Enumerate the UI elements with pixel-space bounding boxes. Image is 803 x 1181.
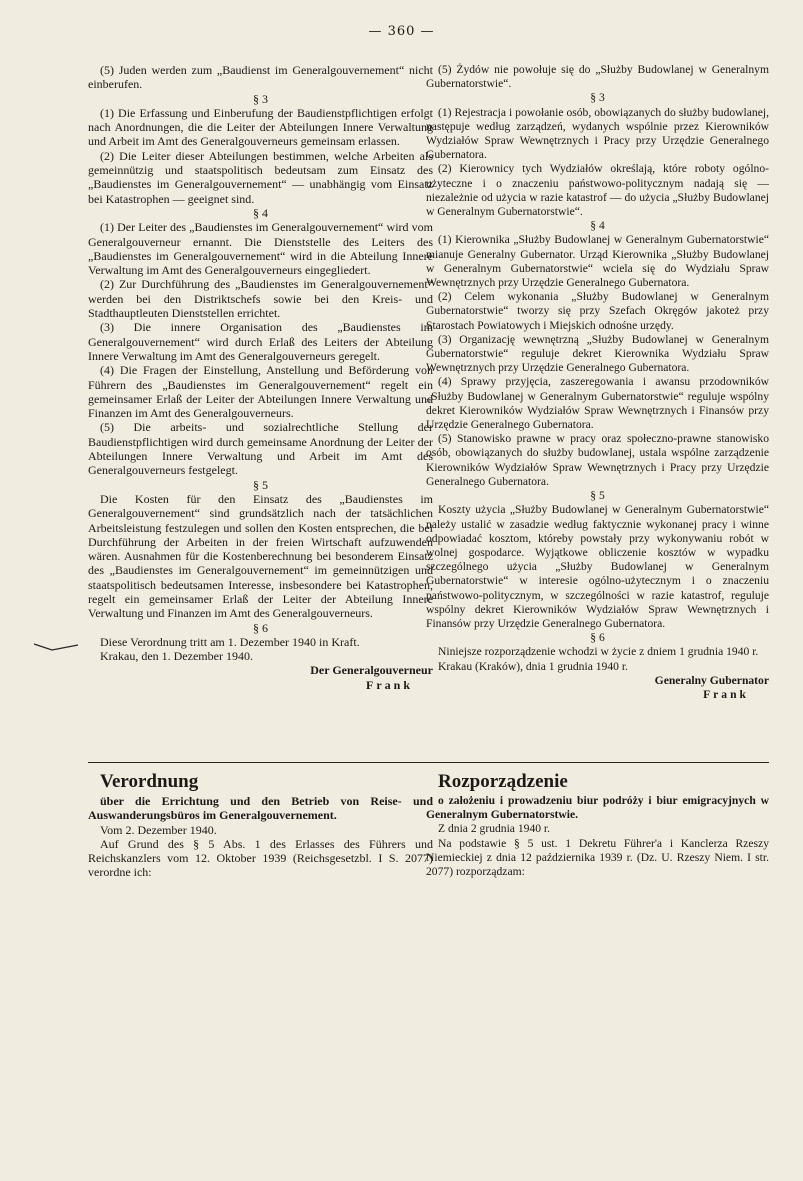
de-section-3-para-1: (1) Die Erfassung und Einberufung der Baudienstpflichtigen erfolgt nach Anordnungen, die die Leiter der Abteilungen Innere Verwaltung und Arbeit im Amt des Generalgouverneurs gemeinsam erlassen. — [88, 105, 433, 149]
polish-column — [426, 63, 769, 702]
pl-ordinance-subtitle: o założeniu i prowadzeniu biur podróży i biur emigracyjnych w Generalnym Gubernatorstwie. — [426, 794, 769, 822]
de-section-4-para-4: (4) Die Fragen der Einstellung, Anstellung und Beförderung von Führern des „Baudienstes im Generalgouvernement“ regelt ein gemeinsamer Erlaß der Leiter der Abteilungen Innere Verwaltung und Finanzen im Amt des Generalgouverneurs. — [88, 363, 433, 421]
section-divider-de — [88, 762, 433, 763]
de-section-6-title: § 6 — [253, 620, 268, 635]
pl-signer-title: Generalny Gubernator — [654, 673, 769, 687]
pl-section-4-para-4: (4) Sprawy przyjęcia, zaszeregowania i awansu przodowników „Służby Budowlanej w Generalnym Gubernatorstwie“ reguluje wspólny dekret Kierowników Wydziałów Spraw Wewnętrznych i Finansów przy Urzędzie Generalnego Gubernatora. — [426, 375, 769, 432]
de-ordinance-text: Auf Grund des § 5 Abs. 1 des Erlasses des Führers und Reichskanzlers vom 12. Oktober 1939 (Reichsgesetzbl. I S. 2077) verordne ich: — [88, 836, 433, 880]
de-section-3-para-2: (2) Die Leiter dieser Abteilungen bestimmen, welche Arbeiten als gemeinnützig und staatspolitisch bedeutsam zum Einsatz des „Baudienstes im Generalgouvernement“ — unabhängig vom Einsatz bei Katastrophen — geeignet sind. — [88, 148, 433, 206]
pl-section-4-para-1: (1) Kierownika „Służby Budowlanej w Generalnym Gubernatorstwie“ mianuje Generalny Gubernator. Urząd Kierownika „Służby Budowlanej w Generalnym Gubernatorstwie“ wciela się do Wydziału Spraw Wewnętrznych przy Urzędzie Generalnego Gubernatora. — [426, 233, 769, 290]
pl-section-4-para-2: (2) Celem wykonania „Służby Budowlanej w Generalnym Gubernatorstwie“ tworzy się przy Szefach Okręgów jakoteż przy Starostach Powiatowych i Miejskich odnośne urzędy. — [426, 290, 769, 332]
section-divider-pl — [426, 762, 769, 763]
pl-signer-name: Frank — [703, 687, 749, 701]
german-column — [88, 63, 433, 692]
de-section-4-para-5: (5) Die arbeits- und sozialrechtliche Stellung der Baudienstpflichtigen wird durch gemeinsame Anordnung der Leiter der Abteilungen Innere Verwaltung und Arbeit im Amt des Generalgouverneurs festgelegt. — [88, 420, 433, 478]
de-section-4-para-2: (2) Zur Durchführung des „Baudienstes im Generalgouvernement“ werden bei den Distriktschefs sowie bei den Kreis- und Stadthauptleuten Dienststellen errichtet. — [88, 277, 433, 321]
de-section-6-para-1: Diese Verordnung tritt am 1. Dezember 1940 in Kraft. — [100, 634, 360, 649]
pl-section-3-para-1: (1) Rejestracja i powołanie osób, obowiązanych do służby budowlanej, następuje według zarządzeń, wydanych wspólnie przez Kierowników Wydziałów Spraw Wewnętrznych i Pracy przy Urzędzie Generalnego Gubernatora. — [426, 105, 769, 162]
pl-intro: (5) Żydów nie powołuje się do „Służby Budowlanej w Generalnym Gubernatorstwie“. — [426, 63, 769, 91]
pl-section-6-para-1: Niniejsze rozporządzenie wchodzi w życie z dniem 1 grudnia 1940 r. — [438, 645, 759, 659]
de-section-5-title: § 5 — [253, 477, 268, 492]
de-signer-title: Der Generalgouverneur — [310, 663, 433, 678]
de-date-line: Krakau, den 1. Dezember 1940. — [100, 649, 253, 664]
de-new-ordinance — [88, 770, 433, 880]
de-intro: (5) Juden werden zum „Baudienst im Generalgouvernement“ nicht einberufen. — [88, 63, 433, 92]
pl-section-4-title: § 4 — [590, 219, 605, 233]
pl-section-3-para-2: (2) Kierownicy tych Wydziałów określają, które roboty ogólno-użyteczne i o znaczeniu państwowo-politycznym nadają się — niezależnie od użycia w razie katastrof — do użycia „Służby Budowlanej w Generalnym Gubernatorstwie“. — [426, 162, 769, 219]
margin-pen-mark — [32, 642, 80, 652]
pl-section-4-para-5: (5) Stanowisko prawne w pracy oraz społeczno-prawne stanowisko osób, obowiązanych do służby budowlanej, ustala wspólne zarządzenie Kierowników Wydziałów Spraw Wewnętrznych i Pracy przy Urzędzie Generalnego Gubernatora. — [426, 432, 769, 488]
pl-ordinance-title: Rozporządzenie — [438, 771, 568, 792]
pl-date-line: Krakau (Kraków), dnia 1 grudnia 1940 r. — [438, 659, 628, 673]
de-ordinance-subtitle: über die Errichtung und den Betrieb von Reise- und Auswanderungsbüros im Generalgouvernement. — [88, 794, 433, 823]
de-signer-name: Frank — [365, 677, 413, 692]
de-section-4-para-3: (3) Die innere Organisation des „Baudienstes im Generalgouvernement“ wird durch Erlaß des Leiters der Abteilung Innere Verwaltung im Amt des Generalgouverneurs geregelt. — [88, 320, 433, 363]
de-section-5-para-1: Die Kosten für den Einsatz des „Baudienstes im Generalgouvernement“ sind grundsätzlich nach der tatsächlichen Arbeitsleistung festzulegen und sollen den Kosten entsprechen, die bei Durchführung der Arbeiten in der freien Wirtschaft aufzuwenden wären. Ausnahmen für die Kostenberechnung bei besonderem Einsatz des „Baudienstes im Generalgouvernement“ im gemeinnützigen und staatspolitisch bedeutsamen Interesse, insbesondere bei Katastrophen, regelt ein gemeinsamer Erlaß der Leiter der Abteilung Innere Verwaltung und Finanzen im Amt des Generalgouverneurs. — [88, 491, 433, 621]
pl-section-4-para-3: (3) Organizację wewnętrzną „Służby Budowlanej w Generalnym Gubernatorstwie“ reguluje dekret Kierownika Wydziału Spraw Wewnętrznych przy Urzędzie Generalnego Gubernatora. — [426, 332, 769, 375]
de-section-4-title: § 4 — [253, 205, 268, 220]
pl-section-3-title: § 3 — [590, 91, 605, 105]
de-ordinance-date: Vom 2. Dezember 1940. — [100, 822, 217, 837]
pl-new-ordinance — [426, 770, 769, 879]
pl-section-5-title: § 5 — [590, 489, 605, 503]
pl-section-5-para-1: Koszty użycia „Służby Budowlanej w Generalnym Gubernatorstwie“ należy ustalić w zasadzie według faktycznie wykonanej pracy i winne odpowiadać kosztom, któreby powstały przy wykonywaniu robót w wolnej gospodarce. Wyjątkowe obliczenie kosztów w wypadku szczególnego użycia „Służby Budowlanej w Generalnym Gubernatorstwie“ w interesie ogólno-użytecznym i o znaczeniu państwowo-politycznym, w szczególności w razie katastrof, reguluje wspólny dekret Kierowników Wydziałów Spraw Wewnętrznych i Finansów przy Urzędzie Generalnego Gubernatora. — [426, 503, 769, 630]
de-section-4-para-1: (1) Der Leiter des „Baudienstes im Generalgouvernement“ wird vom Generalgouverneur ernannt. Die Dienststelle des Leiters des „Baudienstes im Generalgouvernement“ wird in die Abteilung Innere Verwaltung im Amt des Generalgouverneurs eingegliedert. — [88, 220, 433, 278]
pl-ordinance-date: Z dnia 2 grudnia 1940 r. — [438, 822, 551, 836]
pl-section-6-title: § 6 — [590, 631, 605, 645]
page-number: — 360 — — [368, 24, 435, 39]
pl-ordinance-text: Na podstawie § 5 ust. 1 Dekretu Führer'a i Kanclerza Rzeszy Niemieckiej z dnia 12 października 1939 r. (Dz. U. Rzeszy Niem. I str. 2077) rozporządzam: — [426, 836, 769, 879]
de-ordinance-title: Verordnung — [100, 771, 199, 792]
de-section-3-title: § 3 — [253, 91, 268, 106]
